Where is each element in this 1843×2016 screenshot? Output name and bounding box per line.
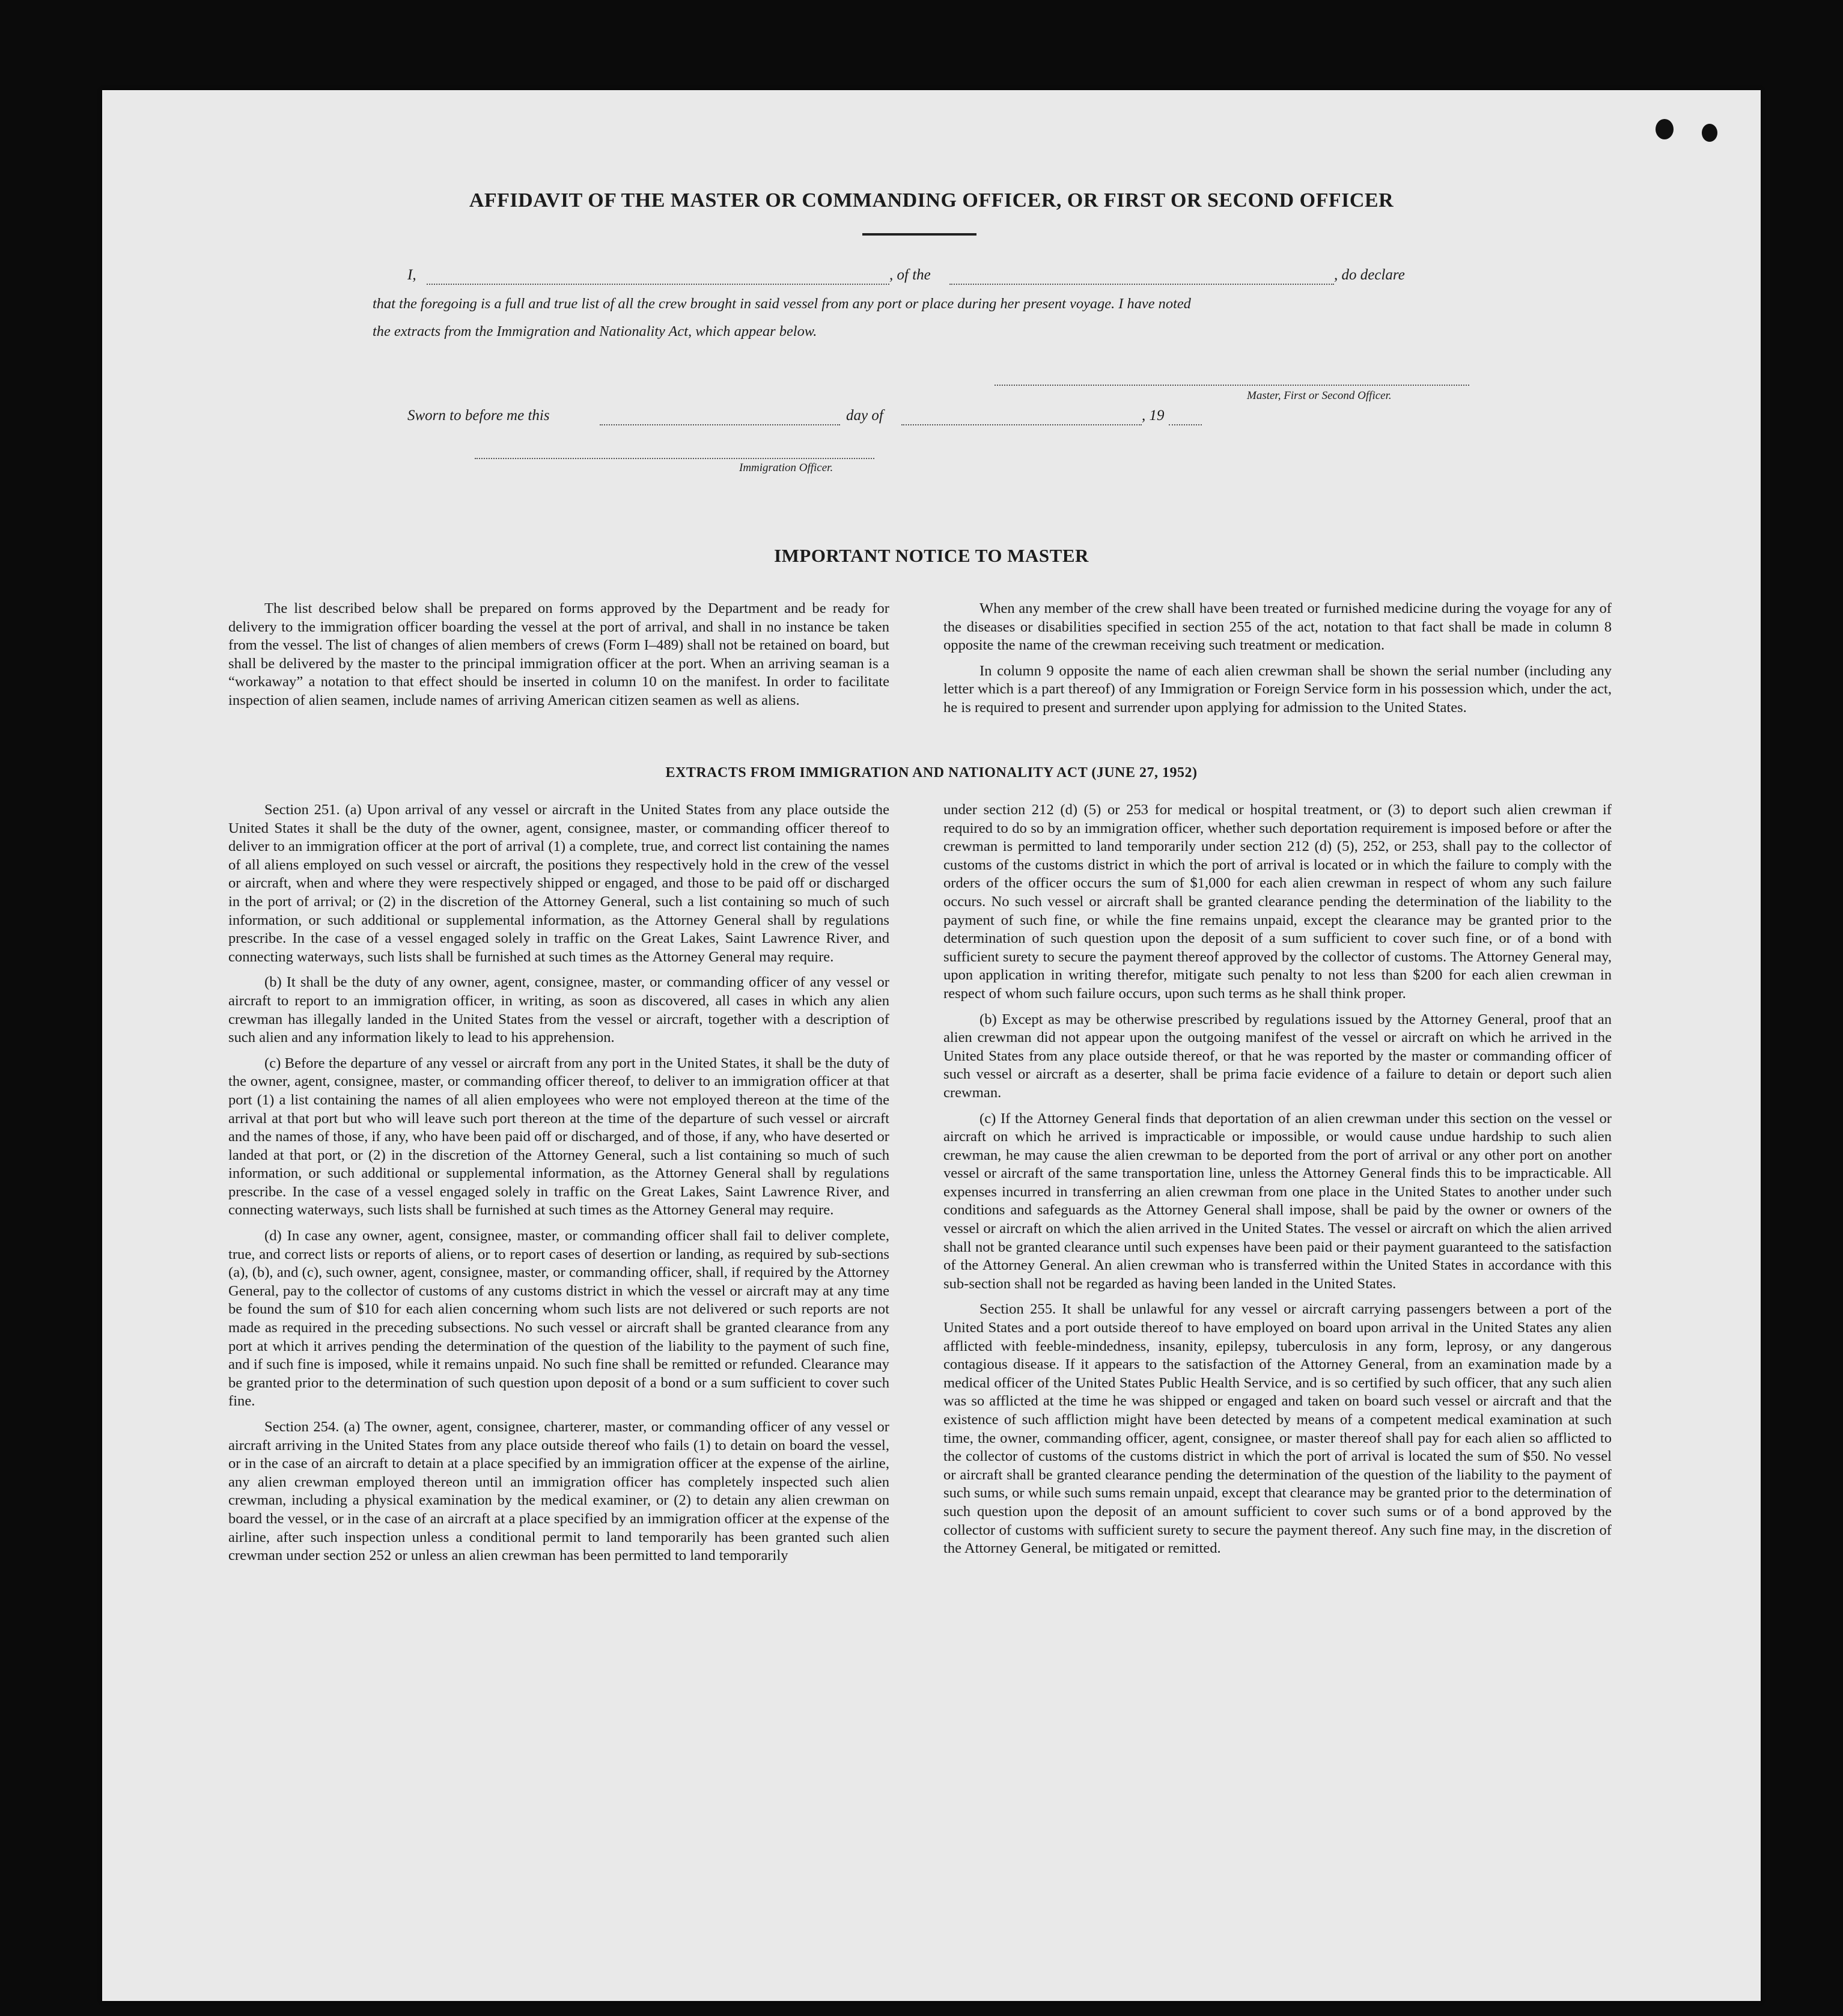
- vessel-blank[interactable]: [949, 284, 1334, 285]
- extracts-title: EXTRACTS FROM IMMIGRATION AND NATIONALITY ACT (JUNE 27, 1952): [665, 765, 1198, 781]
- notice-right-paragraph-1: When any member of the crew shall have been treated or furnished medicine during the voyage for any of the diseases or disabilities specified in section 255 of the act, notation to that fact shall be made in column 8 opposite the name of the crewman receiving such treatment or medication.: [943, 600, 1612, 654]
- sworn-year-blank[interactable]: [1169, 424, 1202, 425]
- notice-right-paragraph-2: In column 9 opposite the name of each alien crewman shall be shown the serial number (including any letter which is a part thereof) of any Immigration or Foreign Service form in his possession which, under the act, he is required to present and surrender upon applying for admission to the United States.: [943, 662, 1612, 716]
- section-251-a: Section 251. (a) Upon arrival of any vessel or aircraft in the United States from any place outside the United States it shall be the duty of the owner, agent, consignee, master, or commanding officer thereof to deliver to an immigration officer at the port of arrival (1) a complete, true, and correct list containing the names of all aliens employed on such vessel or aircraft, the positions they respectively hold in the crew of the vessel or aircraft, when and where they were respectively shipped or engaged, and those to be paid off or discharged in the port of arrival; or (2) in the discretion of the Attorney General, such a list containing so much of such information, or such additional or supplemental information, as the Attorney General shall by regulations prescribe. In the case of a vessel engaged solely in traffic on the Great Lakes, Saint Lawrence River, and connecting waterways, such lists shall be furnished at such times as the Attorney General may require.: [228, 802, 889, 965]
- section-251-b: (b) It shall be the duty of any owner, agent, consignee, master, or commanding officer of any vessel or aircraft to report to an immigration officer, in writing, as soon as discovered, all cases in which any alien crewman has illegally landed in the United States from the vessel or aircraft, together with a description of such alien and any information likely to lead to his apprehension.: [228, 974, 889, 1046]
- declare-i-label: I,: [407, 267, 416, 283]
- title-rule: [862, 233, 976, 236]
- notice-right-column: [943, 600, 1612, 725]
- master-signature-caption: Master, First or Second Officer.: [1247, 389, 1392, 402]
- section-255: Section 255. It shall be unlawful for any vessel or aircraft carrying passengers between a port of the United States and a port outside thereof to have employed on board upon arrival in the United States any alien afflicted with feeble-mindedness, insanity, epilepsy, tuberculosis in any form, leprosy, or any dangerous contagious disease. If it appears to the satisfaction of the Attorney General, from an examination made by a medical officer of the United States Public Health Service, and is so certified by such officer, that any such alien was so afflicted at the time he was shipped or engaged and taken on board such vessel or aircraft and that the existence of such affliction might have been detected by means of a competent medical examination at such time, the owner, commanding officer, agent, consignee, or master thereof shall pay for each alien so afflicted to the collector of customs of the customs district in which the port of arrival is located the sum of $50. No vessel or aircraft shall be granted clearance pending the determination of the question of the liability to the payment of such sums, or while such sums remain unpaid, except that clearance may be granted prior to the determination of such question upon the deposit of an amount sufficient to cover such sums or of a bond approved by the collector of customs with sufficient surety to secure the payment thereof. Any such fine may, in the discretion of the Attorney General, be mitigated or remitted.: [943, 1301, 1612, 1557]
- notice-left-column: [228, 600, 889, 717]
- declare-do-declare-label: , do declare: [1334, 267, 1405, 283]
- sworn-day-blank[interactable]: [600, 424, 840, 425]
- section-254-c: (c) If the Attorney General finds that deportation of an alien crewman under this section on the vessel or aircraft on which he arrived is impracticable or impossible, or would cause undue hardship to such alien crewman, he may cause the alien crewman to be deported from the port of arrival or any other port on another vessel or aircraft of the same transportation line, unless the Attorney General finds this to be impracticable. All expenses incurred in transferring an alien crewman from one place in the United States to another under such conditions and safeguards as the Attorney General shall impose, shall be paid by the owner or owners of the vessel or aircraft on which the alien arrived in the United States. The vessel or aircraft on which the alien arrived shall not be granted clearance until such expenses have been paid or their payment guaranteed to the satisfaction of the Attorney General. An alien crewman who is transferred within the United States in accordance with this sub-section shall not be regarded as having been landed in the United States.: [943, 1110, 1612, 1292]
- section-254-a-continued: under section 212 (d) (5) or 253 for medical or hospital treatment, or (3) to deport such alien crewman if required to do so by an immigration officer, whether such deportation requirement is imposed before or after the crewman is permitted to land temporarily under section 212 (d) (5), 252, or 253, shall pay to the collector of customs of the customs district in which the port of arrival is located or in which the failure to comply with the orders of the officer occurs the sum of $1,000 for each alien crewman in respect of whom any such failure occurs. No such vessel or aircraft shall be granted clearance pending the determination of the liability to the payment of such fine, or while the fine remains unpaid, except the clearance may be granted prior to the determination of such question upon the deposit of a sum sufficient to cover such fine, or of a bond with sufficient surety to secure the payment thereof approved by the collector of customs. The Attorney General may, upon application in writing therefor, mitigate such penalty to not less than $200 for each alien crewman in respect of whom such failure occurs, upon such terms as he shall think proper.: [943, 802, 1612, 1002]
- hole-punch-mark-left: [1656, 119, 1674, 139]
- extracts-right-column: [943, 801, 1612, 1565]
- sworn-year-label: , 19: [1142, 407, 1165, 424]
- master-signature-blank[interactable]: [995, 385, 1469, 386]
- notice-title: IMPORTANT NOTICE TO MASTER: [774, 545, 1089, 566]
- statement-line-1: that the foregoing is a full and true list of all the crew brought in said vessel from any port or place during her present voyage. I have noted: [373, 296, 1191, 312]
- declare-of-the-label: , of the: [889, 267, 931, 283]
- statement-line-2: the extracts from the Immigration and Nationality Act, which appear below.: [373, 323, 817, 340]
- sworn-month-blank[interactable]: [901, 424, 1142, 425]
- extracts-left-column: [228, 801, 889, 1573]
- hole-punch-mark-right: [1702, 124, 1717, 142]
- sworn-prefix-label: Sworn to before me this: [407, 407, 550, 424]
- section-251-d: (d) In case any owner, agent, consignee, master, or commanding officer shall fail to deliver complete, true, and correct lists or reports of aliens, or to report cases of desertion or landing, as required by sub-sections (a), (b), and (c), such owner, agent, consignee, master, or commanding officer, shall, if required by the Attorney General, pay to the collector of customs of any customs district in which the vessel or aircraft may at any time be found the sum of $10 for each alien concerning whom such lists are not delivered or such reports are not made as required in the preceding subsections. No such vessel or aircraft shall be granted clearance from any port at which it arrives pending the determination of the question of the liability to the payment of such fine, and if such fine is imposed, while it remains unpaid. No such fine shall be remitted or refunded. Clearance may be granted prior to the determination of such question upon deposit of a bond or a sum sufficient to cover such fine.: [228, 1228, 889, 1410]
- notice-left-paragraph: The list described below shall be prepared on forms approved by the Department and be ready for delivery to the immigration officer boarding the vessel at the port of arrival, and shall in no instance be taken from the vessel. The list of changes of alien members of crews (Form I–489) shall not be retained on board, but shall be delivered by the master to the principal immigration officer at the port. When an arriving seaman is a “workaway” a notation to that effect should be inserted in column 10 on the manifest. In order to facilitate inspection of alien seamen, include names of arriving American citizen seamen as well as aliens.: [228, 600, 889, 708]
- section-254-a: Section 254. (a) The owner, agent, consignee, charterer, master, or commanding officer of any vessel or aircraft arriving in the United States from any place outside thereof who fails (1) to detain on board the vessel, or in the case of an aircraft to detain at a place specified by an immigration officer at the expense of the airline, any alien crewman employed thereon until an immigration officer has completely inspected such alien crewman, including a physical examination by the medical examiner, or (2) to detain any alien crewman on board the vessel, or in the case of an aircraft at a place specified by an immigration officer at the expense of the airline, after such inspection unless a conditional permit to land temporarily has been granted such alien crewman under section 252 or unless an alien crewman has been permitted to land temporarily: [228, 1419, 889, 1564]
- document-page: [102, 90, 1761, 2001]
- section-254-b: (b) Except as may be otherwise prescribed by regulations issued by the Attorney General, proof that an alien crewman did not appear upon the outgoing manifest of the vessel or aircraft on which he arrived in the United States from any place outside thereof, or that he was reported by the master or commanding officer of such vessel or aircraft as a deserter, shall be prima facie evidence of a failure to detain or deport such alien crewman.: [943, 1011, 1612, 1101]
- section-251-c: (c) Before the departure of any vessel or aircraft from any port in the United States, it shall be the duty of the owner, agent, consignee, master, or commanding officer thereof, to deliver to an immigration officer at that port (1) a list containing the names of all alien employees who were not employed thereon at the time of the arrival at that port but who will leave such port thereon at the time of the departure of such vessel or aircraft and the names of those, if any, who have been paid off or discharged, and of those, if any, who have deserted or landed at that port, or (2) in the discretion of the Attorney General, such a list containing so much of such information, or such additional or supplemental information, as the Attorney General shall by regulations prescribe. In the case of a vessel engaged solely in traffic on the Great Lakes, Saint Lawrence River, and connecting waterways, such lists shall be furnished at such times as the Attorney General may require.: [228, 1055, 889, 1219]
- name-blank[interactable]: [427, 284, 889, 285]
- affidavit-title: AFFIDAVIT OF THE MASTER OR COMMANDING OFFICER, OR FIRST OR SECOND OFFICER: [469, 189, 1394, 212]
- sworn-day-of-label: day of: [846, 407, 883, 424]
- officer-signature-caption: Immigration Officer.: [739, 461, 833, 474]
- officer-signature-blank[interactable]: [475, 458, 874, 459]
